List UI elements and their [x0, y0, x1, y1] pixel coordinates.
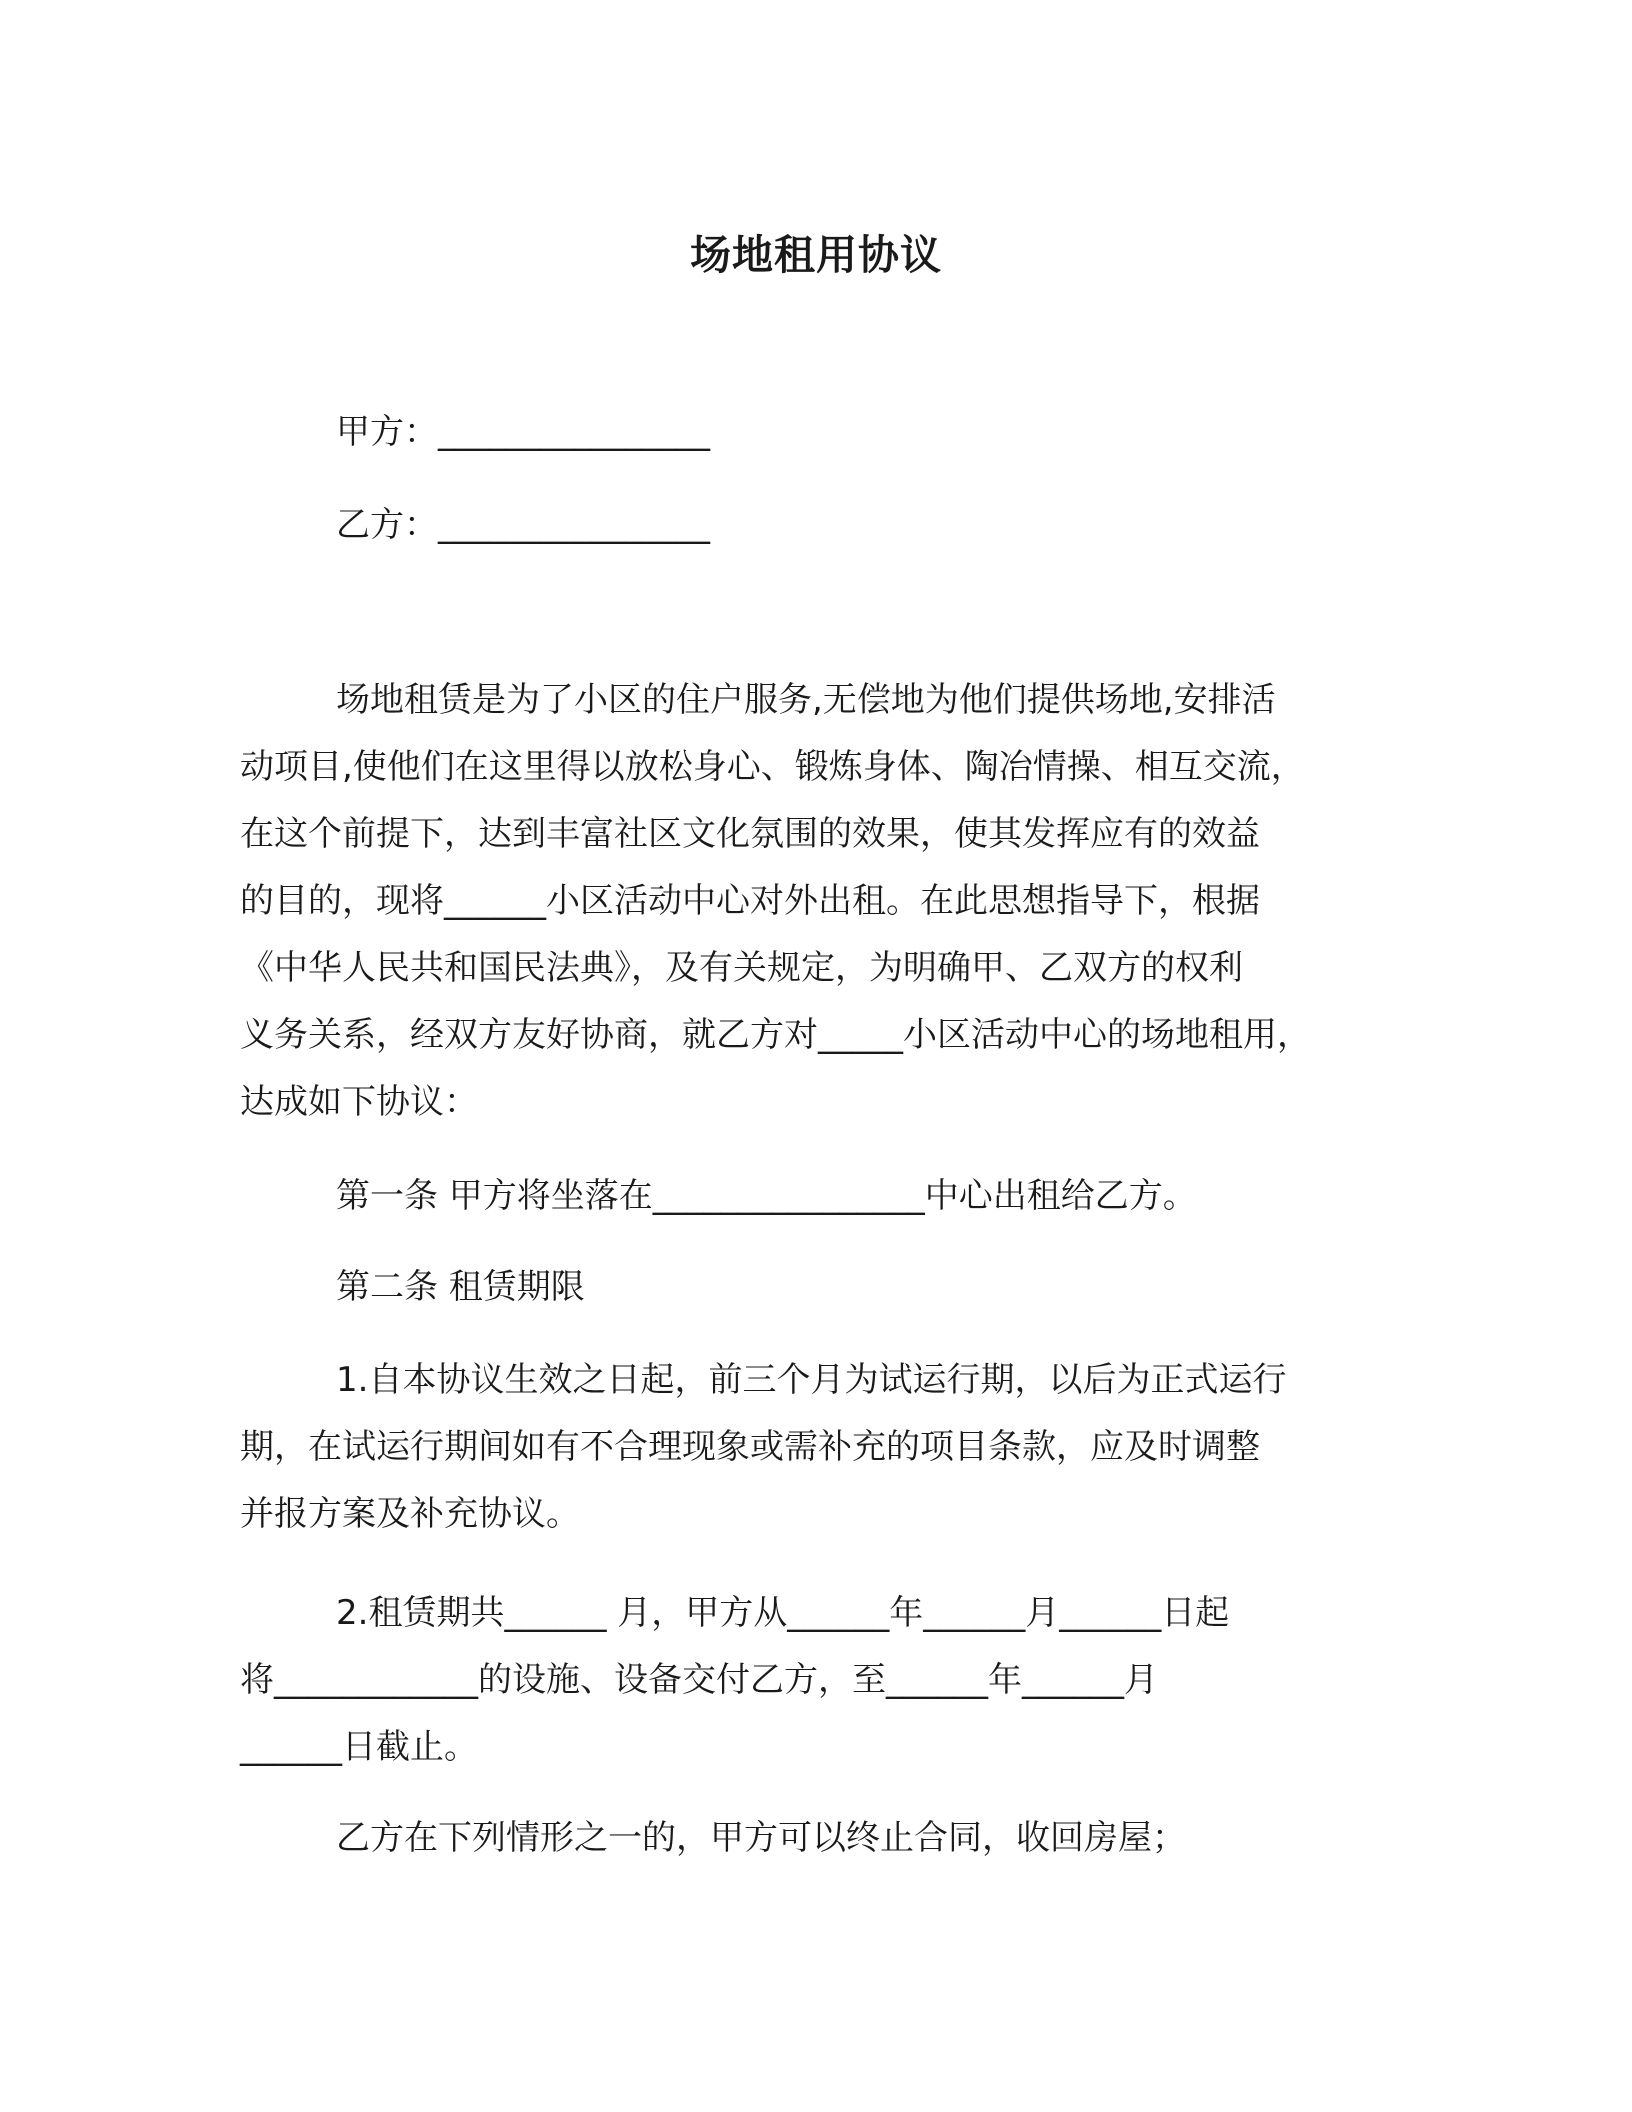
document-title: 场地租用协议	[690, 231, 942, 279]
clause-2-line: ______日截止。	[240, 1727, 478, 1767]
article-1: 第一条 甲方将坐落在________________中心出租给乙方。	[336, 1176, 1197, 1216]
party-b-line: 乙方：________________	[336, 505, 710, 545]
clause-1-line: 期，在试运行期间如有不合理现象或需补充的项目条款，应及时调整	[240, 1427, 1260, 1467]
intro-line: 动项目,使他们在这里得以放松身心、锻炼身体、陶冶情操、相互交流，	[240, 747, 1305, 787]
intro-line: 达成如下协议：	[240, 1082, 478, 1122]
intro-line: 义务关系，经双方友好协商，就乙方对_____小区活动中心的场地租用，	[240, 1015, 1311, 1055]
article-2-heading: 第二条 租赁期限	[336, 1267, 585, 1307]
clause-1-line: 1.自本协议生效之日起，前三个月为试运行期，以后为正式运行	[336, 1360, 1287, 1400]
clause-1-paragraph	[240, 1347, 1420, 1548]
termination-line: 乙方在下列情形之一的，甲方可以终止合同，收回房屋；	[336, 1818, 1186, 1858]
intro-paragraph	[240, 667, 1420, 1136]
intro-line: 《中华人民共和国民法典》，及有关规定，为明确甲、乙双方的权利	[240, 948, 1243, 988]
intro-line: 场地租赁是为了小区的住户服务,无偿地为他们提供场地,安排活	[336, 680, 1276, 720]
intro-line: 在这个前提下，达到丰富社区文化氛围的效果，使其发挥应有的效益	[240, 814, 1260, 854]
clause-2-line: 2.租赁期共______ 月，甲方从______年______月______日起	[336, 1593, 1230, 1633]
clause-2-paragraph	[240, 1580, 1420, 1781]
clause-2-line: 将____________的设施、设备交付乙方，至______年______月	[240, 1660, 1158, 1700]
party-a-line: 甲方：________________	[336, 412, 710, 452]
clause-1-line: 并报方案及补充协议。	[240, 1494, 580, 1534]
intro-line: 的目的，现将______小区活动中心对外出租。在此思想指导下，根据	[240, 881, 1260, 921]
